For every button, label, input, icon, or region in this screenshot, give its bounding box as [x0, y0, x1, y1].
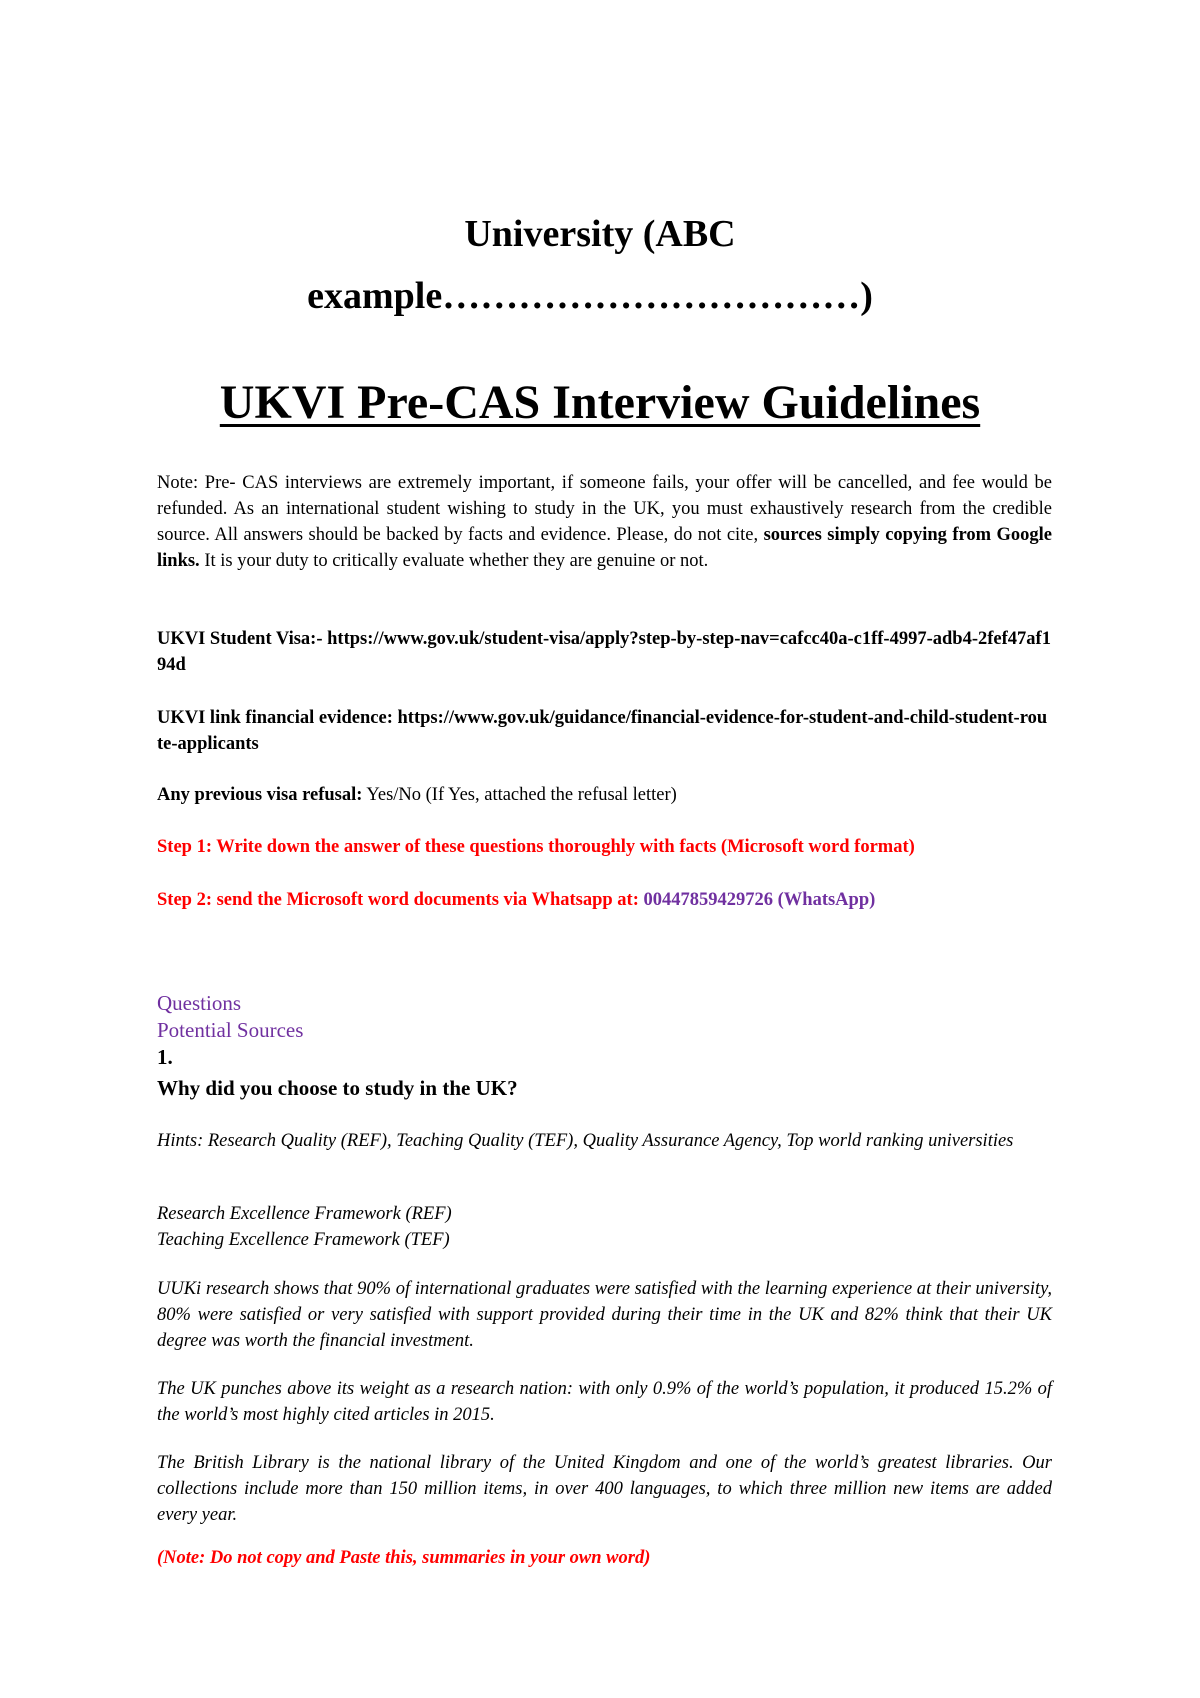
university-line-2: example……………………………) [307, 275, 873, 317]
potential-sources-label: Potential Sources [157, 1018, 304, 1042]
financial-evidence-link-block [157, 705, 1052, 757]
financial-evidence-url[interactable]: https://www.gov.uk/guidance/financial-evidence-for-student-and-child-student-route-applicants [157, 708, 1048, 754]
whatsapp-number: 00447859429726 (WhatsApp) [643, 890, 876, 910]
visa-refusal-line [157, 782, 1052, 808]
tef-line: Teaching Excellence Framework (TEF) [157, 1230, 450, 1250]
page-title: UKVI Pre-CAS Interview Guidelines [219, 376, 981, 429]
step-2 [157, 887, 1052, 913]
uuki-paragraph: UUKi research shows that 90% of international graduates were satisfied with the learning experience at their university, 80% were satisfied or very satisfied with support provided during their time in the UK and 82% think that their UK degree was worth the financial investment. [157, 1279, 1052, 1351]
step-1: Step 1: Write down the answer of these questions thoroughly with facts (Microsoft word format) [157, 837, 915, 857]
intro-note [157, 470, 1052, 574]
visa-refusal-label: Any previous visa refusal: [157, 785, 363, 805]
question-1-text: Why did you choose to study in the UK? [157, 1076, 518, 1100]
student-visa-label: UKVI Student Visa:- [157, 629, 328, 649]
student-visa-link-block [157, 626, 1052, 678]
ref-line: Research Excellence Framework (REF) [157, 1204, 452, 1224]
note-text: Note: Pre- CAS interviews are extremely important, if someone fails, your offer will be cancelled, and fee would be refunded. As an international student wishing to study in the UK, you must exhaustively research from the credible source. All answers should be backed by facts and evidence. Please, do not cite, [157, 473, 1052, 545]
framework-lines [157, 1201, 1052, 1253]
british-library-paragraph: The British Library is the national library of the United Kingdom and one of the world’s greatest libraries. Our collections include more than 150 million items, in over 400 languages, to which three million new items are added every year. [157, 1453, 1052, 1525]
step-2-text: Step 2: send the Microsoft word documents via Whatsapp at: [157, 890, 644, 910]
research-nation-paragraph: The UK punches above its weight as a research nation: with only 0.9% of the world’s population, it produced 15.2% of the world’s most highly cited articles in 2015. [157, 1379, 1052, 1425]
university-heading [0, 203, 1200, 327]
questions-label: Questions [157, 991, 241, 1015]
note-bold-text: sources simply copying from Google links. [157, 525, 1052, 571]
hints-paragraph: Hints: Research Quality (REF), Teaching Quality (TEF), Quality Assurance Agency, Top world ranking universities [157, 1131, 1014, 1151]
question-number: 1. [157, 1045, 173, 1069]
visa-refusal-value: Yes/No (If Yes, attached the refusal letter) [362, 785, 677, 805]
section-labels [157, 990, 1052, 1102]
university-line-1: University (ABC [464, 213, 736, 255]
student-visa-url[interactable]: https://www.gov.uk/student-visa/apply?step-by-step-nav=cafcc40a-c1ff-4997-adb4-2fef47af194d [157, 629, 1051, 675]
financial-evidence-label: UKVI link financial evidence: [157, 708, 398, 728]
note-text-end: It is your duty to critically evaluate whether they are genuine or not. [199, 551, 709, 571]
copy-warning-note: (Note: Do not copy and Paste this, summaries in your own word) [157, 1548, 651, 1568]
